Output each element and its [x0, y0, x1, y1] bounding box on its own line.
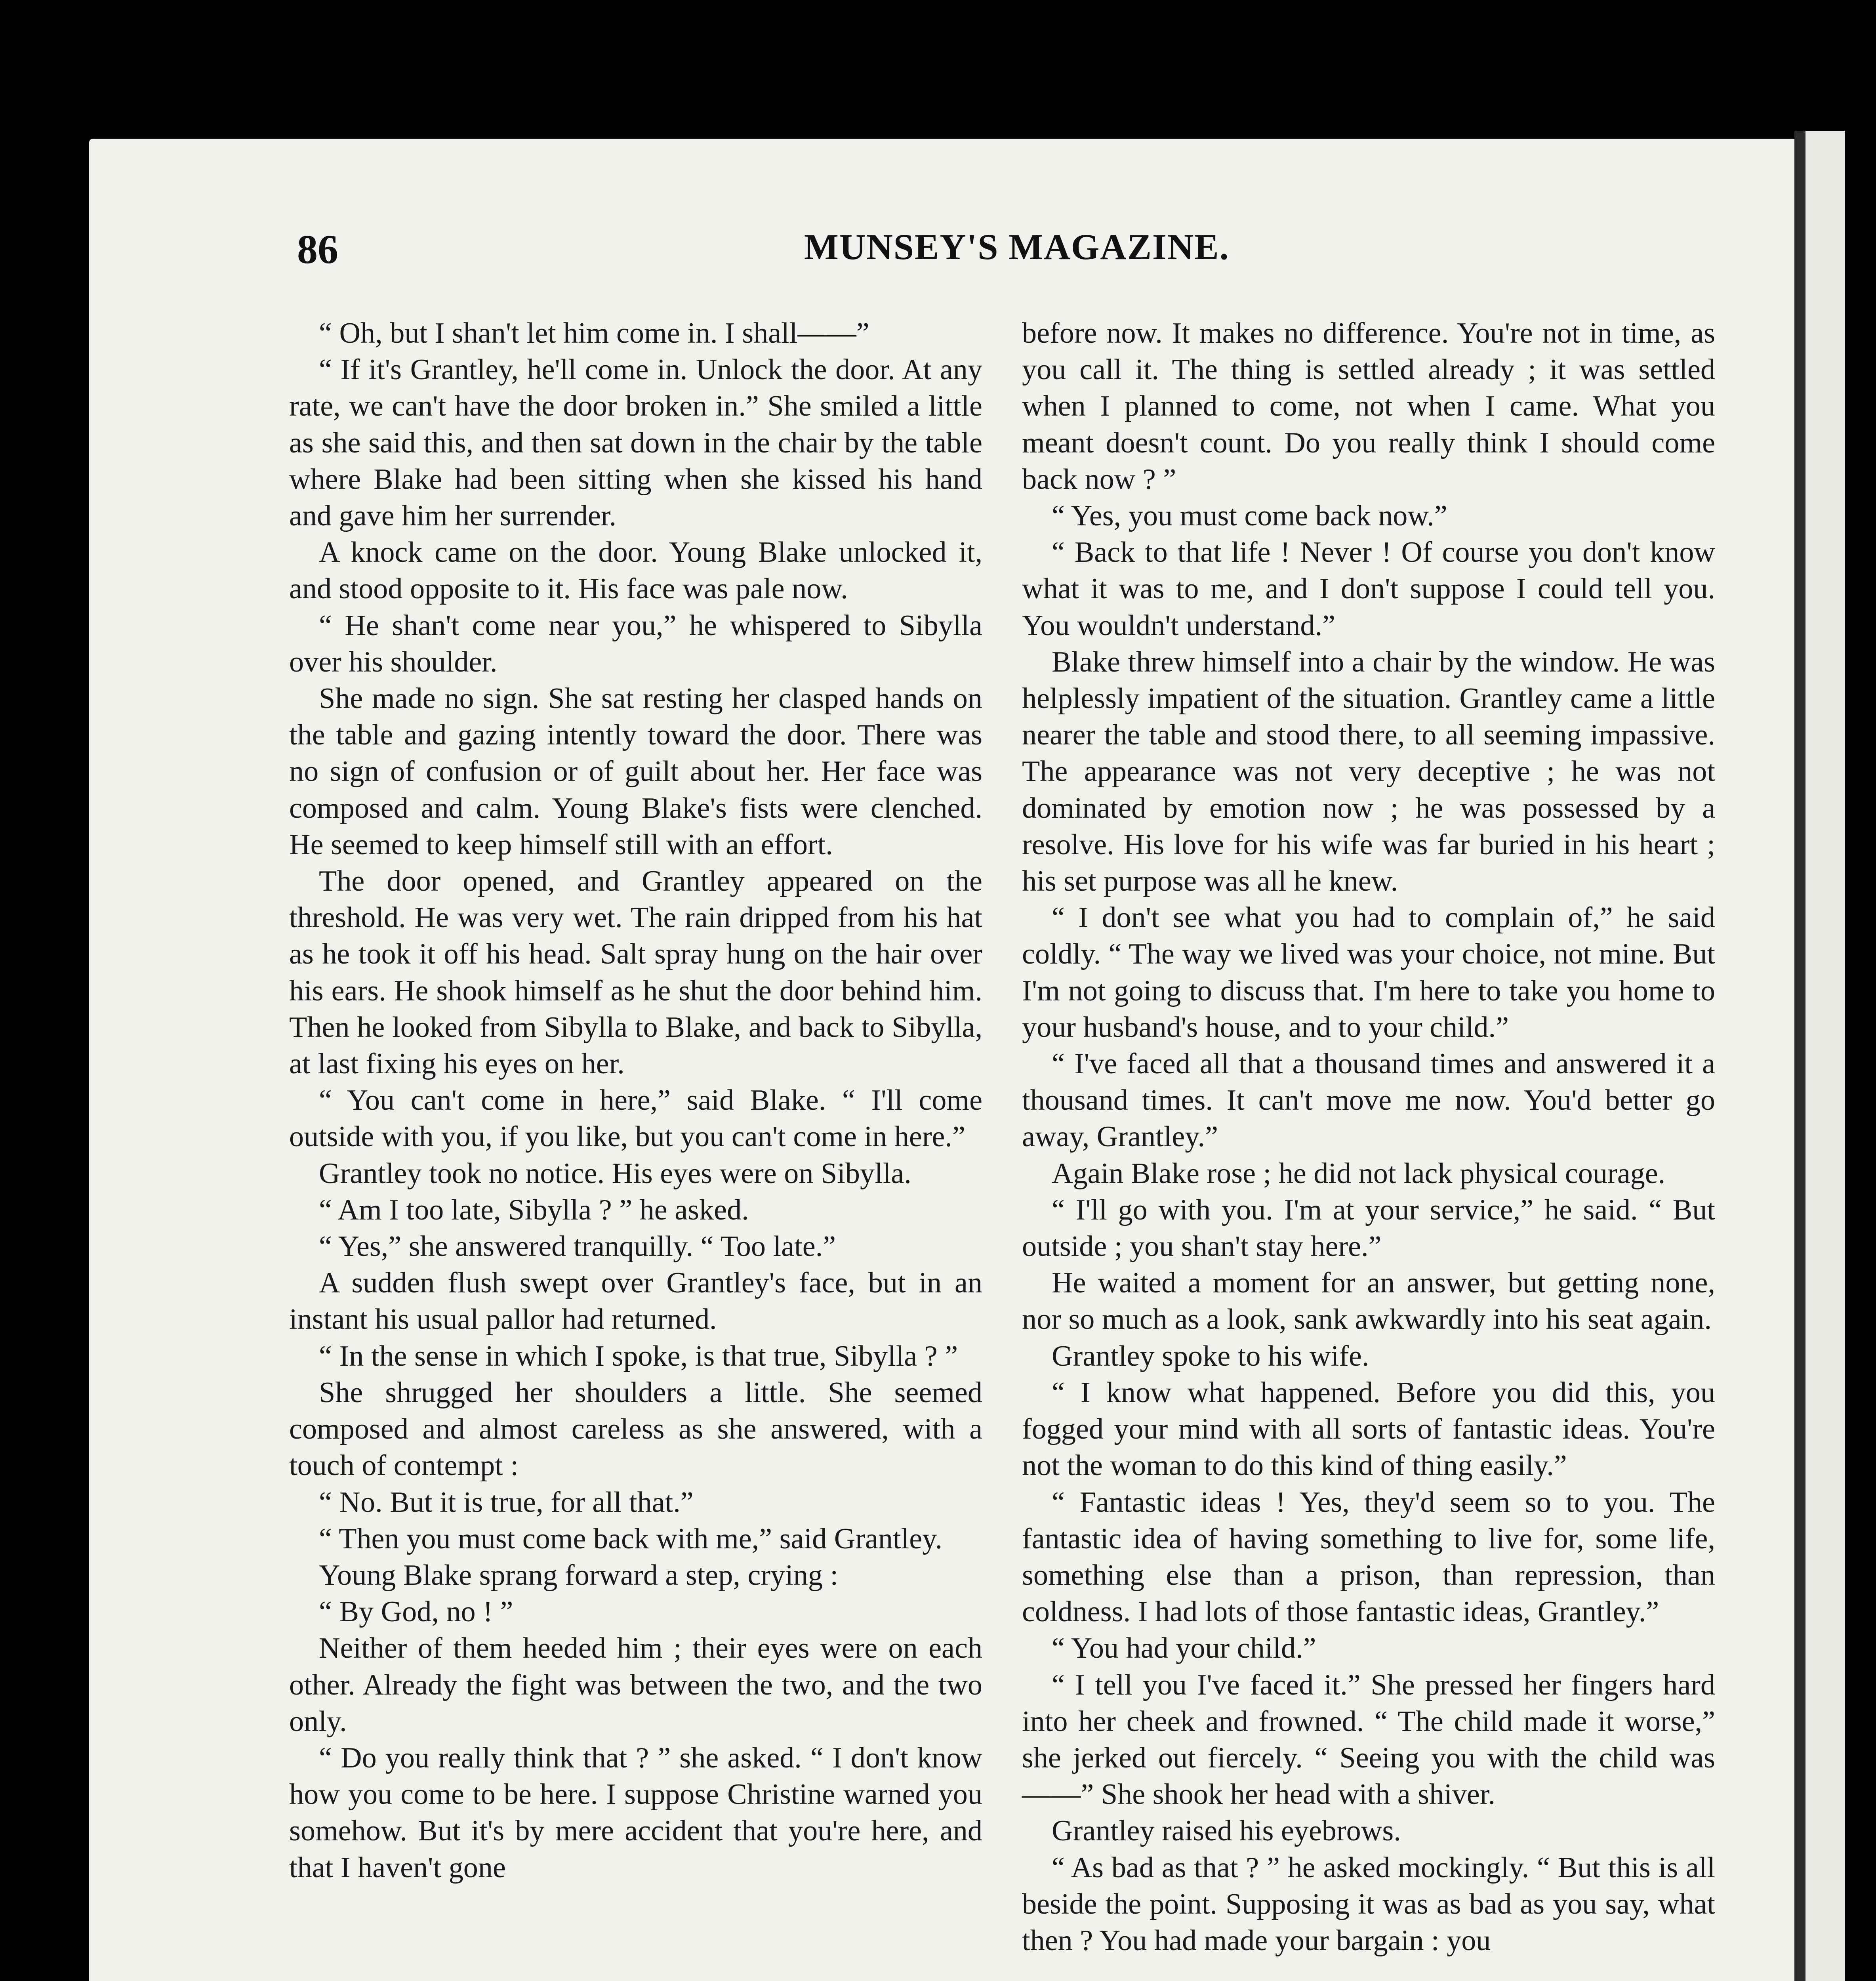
paragraph: “ Am I too late, Sibylla ? ” he asked. — [319, 1193, 749, 1226]
paragraph: “ Fantastic ideas ! Yes, they'd seem so to you. The fantastic idea of having something to live for, some life, something else than a prison, than repression, than coldness. I had lots of those fantastic ideas, Grantley.” — [1022, 1486, 1715, 1628]
paragraph: She made no sign. She sat resting her clasped hands on the table and gazing intently toward the door. There was no sign of confusion or of guilt about her. Her face was composed and calm. Young Blake's fists were clenched. He seemed to keep himself still with an effort. — [289, 682, 982, 861]
paragraph: Grantley took no notice. His eyes were on Sibylla. — [319, 1157, 911, 1190]
paragraph: “ He shan't come near you,” he whispered to Sibylla over his shoulder. — [289, 609, 982, 678]
paragraph: “ No. But it is true, for all that.” — [319, 1486, 694, 1519]
paragraph: A sudden flush swept over Grantley's face, but in an instant his usual pallor had returned. — [289, 1267, 982, 1336]
facing-page-edge — [1805, 131, 1845, 1981]
paragraph: Blake threw himself into a chair by the window. He was helplessly impatient of the situation. Grantley came a little nearer the table and stood there, to all seeming impassive. The appearance was not very deceptive ; he was not dominated by emotion now ; he was possessed by a resolve. His love for his wife was far buried in his heart ; his set purpose was all he knew. — [1022, 645, 1715, 898]
paragraph: The door opened, and Grantley appeared on the threshold. He was very wet. The rain dripped from his hat as he took it off his head. Salt spray hung on the hair over his ears. He shook himself as he shut the door behind him. Then he looked from Sibylla to Blake, and back to Sibylla, at last fixing his eyes on her. — [289, 865, 982, 1080]
paragraph: She shrugged her shoulders a little. She seemed composed and almost careless as she answered, with a touch of contempt : — [289, 1376, 982, 1482]
paragraph: “ Back to that life ! Never ! Of course you don't know what it was to me, and I don't suppose I could tell you. You wouldn't understand.” — [1022, 536, 1715, 642]
paragraph: “ Do you really think that ? ” she asked. “ I don't know how you come to be here. I suppose Christine warned you somehow. But it's by mere accident that you're here, and that I haven't gone — [289, 1741, 982, 1884]
right-text-column — [1022, 315, 1715, 1959]
page-header — [297, 226, 1707, 289]
paragraph: Neither of them heeded him ; their eyes were on each other. Already the fight was between the two, and the two only. — [289, 1632, 982, 1738]
paragraph: before now. It makes no difference. You're not in time, as you call it. The thing is settled already ; it was settled when I planned to come, not when I came. What you meant doesn't count. Do you really think I should come back now ? ” — [1022, 317, 1715, 496]
book-spine-shadow — [1794, 131, 1805, 1981]
paragraph: “ I tell you I've faced it.” She pressed her fingers hard into her cheek and frowned. “ The child made it worse,” she jerked out fiercely. “ Seeing you with the child was——” She shook her head with a shiver. — [1022, 1668, 1715, 1811]
running-title: MUNSEY'S MAGAZINE. — [804, 227, 1230, 267]
paragraph: “ In the sense in which I spoke, is that true, Sibylla ? ” — [319, 1340, 958, 1372]
paragraph: “ I've faced all that a thousand times and answered it a thousand times. It can't move me now. You'd better go away, Grantley.” — [1022, 1048, 1715, 1153]
paragraph: “ Oh, but I shan't let him come in. I shall——” — [319, 317, 869, 349]
paragraph: “ I'll go with you. I'm at your service,” he said. “ But outside ; you shan't stay here.” — [1022, 1193, 1715, 1263]
paragraph: “ If it's Grantley, he'll come in. Unlock the door. At any rate, we can't have the door broken in.” She smiled a little as she said this, and then sat down in the chair by the table where Blake had been sitting when she kissed his hand and gave him her surrender. — [289, 353, 982, 532]
paragraph: “ Yes, you must come back now.” — [1052, 500, 1447, 532]
paragraph: Again Blake rose ; he did not lack physical courage. — [1052, 1157, 1666, 1190]
left-text-column — [289, 315, 982, 1886]
paragraph: He waited a moment for an answer, but getting none, nor so much as a look, sank awkwardly into his seat again. — [1022, 1267, 1715, 1336]
page-number: 86 — [297, 227, 338, 272]
paragraph: A knock came on the door. Young Blake unlocked it, and stood opposite to it. His face was pale now. — [289, 536, 982, 605]
paragraph: Grantley raised his eyebrows. — [1052, 1815, 1401, 1847]
paragraph: “ I don't see what you had to complain of,” he said coldly. “ The way we lived was your choice, not mine. But I'm not going to discuss that. I'm here to take you home to your husband's house, and to your child.” — [1022, 901, 1715, 1044]
paragraph: “ Yes,” she answered tranquilly. “ Too late.” — [319, 1230, 836, 1263]
paragraph: “ You can't come in here,” said Blake. “ I'll come outside with you, if you like, but you can't come in here.” — [289, 1084, 982, 1153]
paragraph: “ By God, no ! ” — [319, 1595, 513, 1628]
paragraph: “ You had your child.” — [1052, 1632, 1316, 1665]
paragraph: “ Then you must come back with me,” said Grantley. — [319, 1522, 942, 1555]
paragraph: “ I know what happened. Before you did this, you fogged your mind with all sorts of fantastic ideas. You're not the woman to do this kind of thing easily.” — [1022, 1376, 1715, 1482]
paragraph: “ As bad as that ? ” he asked mockingly. “ But this is all beside the point. Supposing it was as bad as you say, what then ? You had made your bargain : you — [1022, 1851, 1715, 1957]
paragraph: Young Blake sprang forward a step, crying : — [319, 1559, 839, 1592]
paragraph: Grantley spoke to his wife. — [1052, 1340, 1369, 1372]
